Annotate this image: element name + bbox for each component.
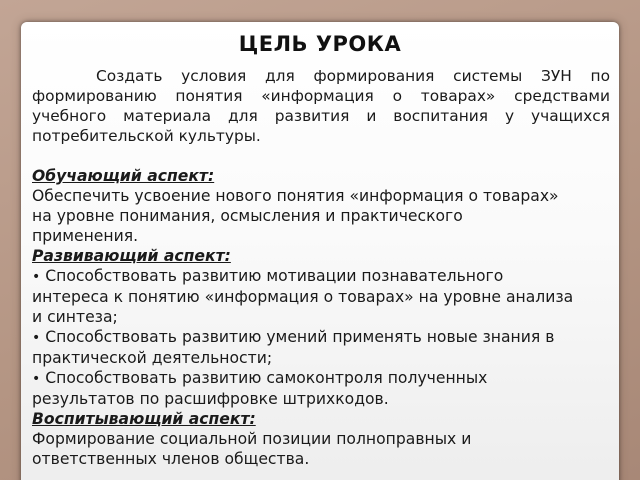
educational-aspect-text: Обеспечить усвоение нового понятия «информация о товарах» на уровне понимания, осмысления и практического применения. <box>32 187 559 245</box>
upbringing-aspect-heading: Воспитывающий аспект: <box>32 410 256 428</box>
developmental-aspect-list <box>32 266 610 409</box>
slide-title: ЦЕЛЬ УРОКА <box>238 32 402 56</box>
slide-card <box>21 22 619 480</box>
list-item-text: Способствовать развитию мотивации познавательного интереса к понятию «информация о товарах» на уровне анализа и синтеза; <box>32 267 574 326</box>
list-item <box>32 368 610 409</box>
list-item-text: Способствовать развитию самоконтроля полученных результатов по расшифровке штрихкодов. <box>32 369 488 408</box>
developmental-aspect-heading: Развивающий аспект: <box>32 247 231 265</box>
list-item <box>32 327 610 368</box>
slide-content <box>32 66 610 469</box>
bullet-icon: • <box>32 330 41 346</box>
list-item <box>32 266 610 327</box>
spacer <box>32 146 610 166</box>
bullet-icon: • <box>32 371 41 387</box>
upbringing-aspect-text: Формирование социальной позиции полноправных и ответственных членов общества. <box>32 430 472 468</box>
bullet-icon: • <box>32 269 41 285</box>
lesson-goal-text: Создать условия для формирования системы ЗУН по формированию понятия «информация о товарах» средствами учебного материала для развития и воспитания у учащихся потребительской культуры. <box>32 67 610 145</box>
educational-aspect-heading: Обучающий аспект: <box>32 167 215 185</box>
list-item-text: Способствовать развитию умений применять новые знания в практической деятельности; <box>32 328 555 367</box>
